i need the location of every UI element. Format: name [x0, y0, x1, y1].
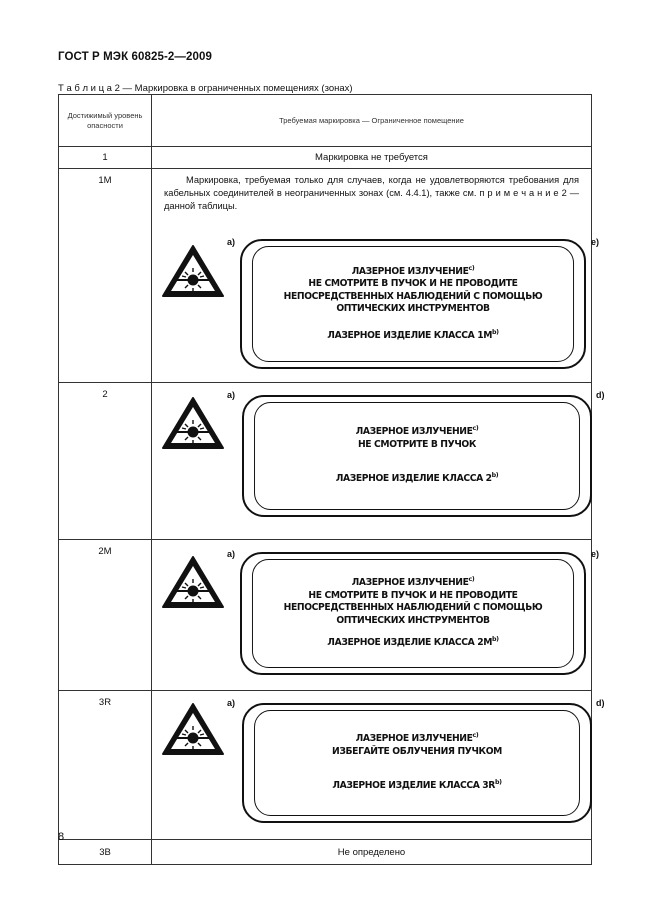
label-line: ОПТИЧЕСКИХ ИНСТРУМЕНТОВ	[336, 303, 490, 315]
laser-warning-icon	[161, 243, 225, 299]
level-cell: 3R	[59, 691, 152, 840]
label-class-line: ЛАЗЕРНОЕ ИЗДЕЛИЕ КЛАССА $1М^{b)}$	[327, 327, 499, 341]
warning-label	[240, 552, 586, 675]
label-line: НЕ СМОТРИТЕ В ПУЧОК И НЕ ПРОВОДИТЕ	[308, 278, 518, 290]
marking-cell: Не определено	[152, 840, 592, 865]
marking-table	[58, 94, 605, 865]
label-line: ЛАЗЕРНОЕ ИЗЛУЧЕНИЕ$^{c)}$	[355, 424, 479, 438]
level-cell: 3В	[59, 840, 152, 865]
footnote-tag-label: d)	[596, 390, 605, 400]
label-class-line: ЛАЗЕРНОЕ ИЗДЕЛИЕ КЛАССА $3R^{b)}$	[332, 778, 502, 792]
label-line: ЛАЗЕРНОЕ ИЗЛУЧЕНИЕ$^{c)}$	[351, 575, 475, 589]
laser-warning-icon	[161, 701, 225, 757]
table-row	[59, 147, 592, 169]
table-row	[59, 840, 592, 865]
table-row	[59, 540, 592, 691]
marking-cell	[152, 383, 605, 540]
level-cell: 1	[59, 147, 152, 169]
table-header-row	[59, 95, 592, 147]
label-class-line: ЛАЗЕРНОЕ ИЗДЕЛИЕ КЛАССА $2М^{b)}$	[327, 635, 499, 649]
table-row	[59, 383, 592, 540]
table-row	[59, 169, 592, 383]
label-line: НЕ СМОТРИТЕ В ПУЧОК	[357, 438, 477, 450]
label-line: ИЗБЕГАЙТЕ ОБЛУЧЕНИЯ ПУЧКОМ	[332, 745, 502, 757]
footnote-tag-label: e)	[591, 549, 600, 559]
page-number: 8	[58, 831, 65, 843]
level-cell: 2М	[59, 540, 152, 691]
marking-cell	[152, 540, 600, 691]
label-line: ЛАЗЕРНОЕ ИЗЛУЧЕНИЕ$^{c)}$	[351, 263, 475, 277]
footnote-tag-symbol: a)	[227, 390, 236, 400]
warning-label	[240, 239, 586, 369]
label-class-line: ЛАЗЕРНОЕ ИЗДЕЛИЕ КЛАССА 2$^{b)}$	[335, 471, 499, 485]
note-text: Маркировка, требуемая только для случаев, когда не удовлетворяются требования для кабельных соединителей в неограниченных зонах (см. 4.4.1), также см. п р и м е ч а н и е 2 — данной таблицы.	[164, 175, 579, 211]
document-header: ГОСТ Р МЭК 60825-2—2009	[58, 51, 212, 63]
label-line: НЕ СМОТРИТЕ В ПУЧОК И НЕ ПРОВОДИТЕ	[308, 589, 518, 601]
laser-warning-icon	[161, 395, 225, 451]
footnote-tag-label: e)	[591, 237, 600, 247]
footnote-tag-symbol: a)	[227, 549, 236, 559]
marking-cell	[152, 691, 605, 840]
level-cell: 2	[59, 383, 152, 540]
footnote-tag-symbol: a)	[227, 698, 236, 708]
warning-label	[242, 703, 592, 823]
level-cell: 1М	[59, 169, 152, 383]
footnote-tag-label: d)	[596, 698, 605, 708]
label-line: НЕПОСРЕДСТВЕННЫХ НАБЛЮДЕНИЙ С ПОМОЩЬЮ	[283, 290, 543, 302]
table-row	[59, 691, 592, 840]
label-line: ЛАЗЕРНОЕ ИЗЛУЧЕНИЕ$^{c)}$	[355, 731, 479, 745]
marking-cell	[152, 169, 600, 383]
table-caption: Т а б л и ц а 2 — Маркировка в ограниченных помещениях (зонах)	[58, 83, 353, 94]
laser-warning-icon	[161, 554, 225, 610]
header-level: Достижимый уровень опасности	[59, 95, 152, 147]
marking-cell: Маркировка не требуется	[152, 147, 592, 169]
label-line: НЕПОСРЕДСТВЕННЫХ НАБЛЮДЕНИЙ С ПОМОЩЬЮ	[283, 602, 543, 614]
warning-label	[242, 395, 592, 517]
label-line: ОПТИЧЕСКИХ ИНСТРУМЕНТОВ	[336, 614, 490, 626]
header-marking: Требуемая маркировка — Ограниченное помещение	[152, 95, 592, 147]
footnote-tag-symbol: a)	[227, 237, 236, 247]
